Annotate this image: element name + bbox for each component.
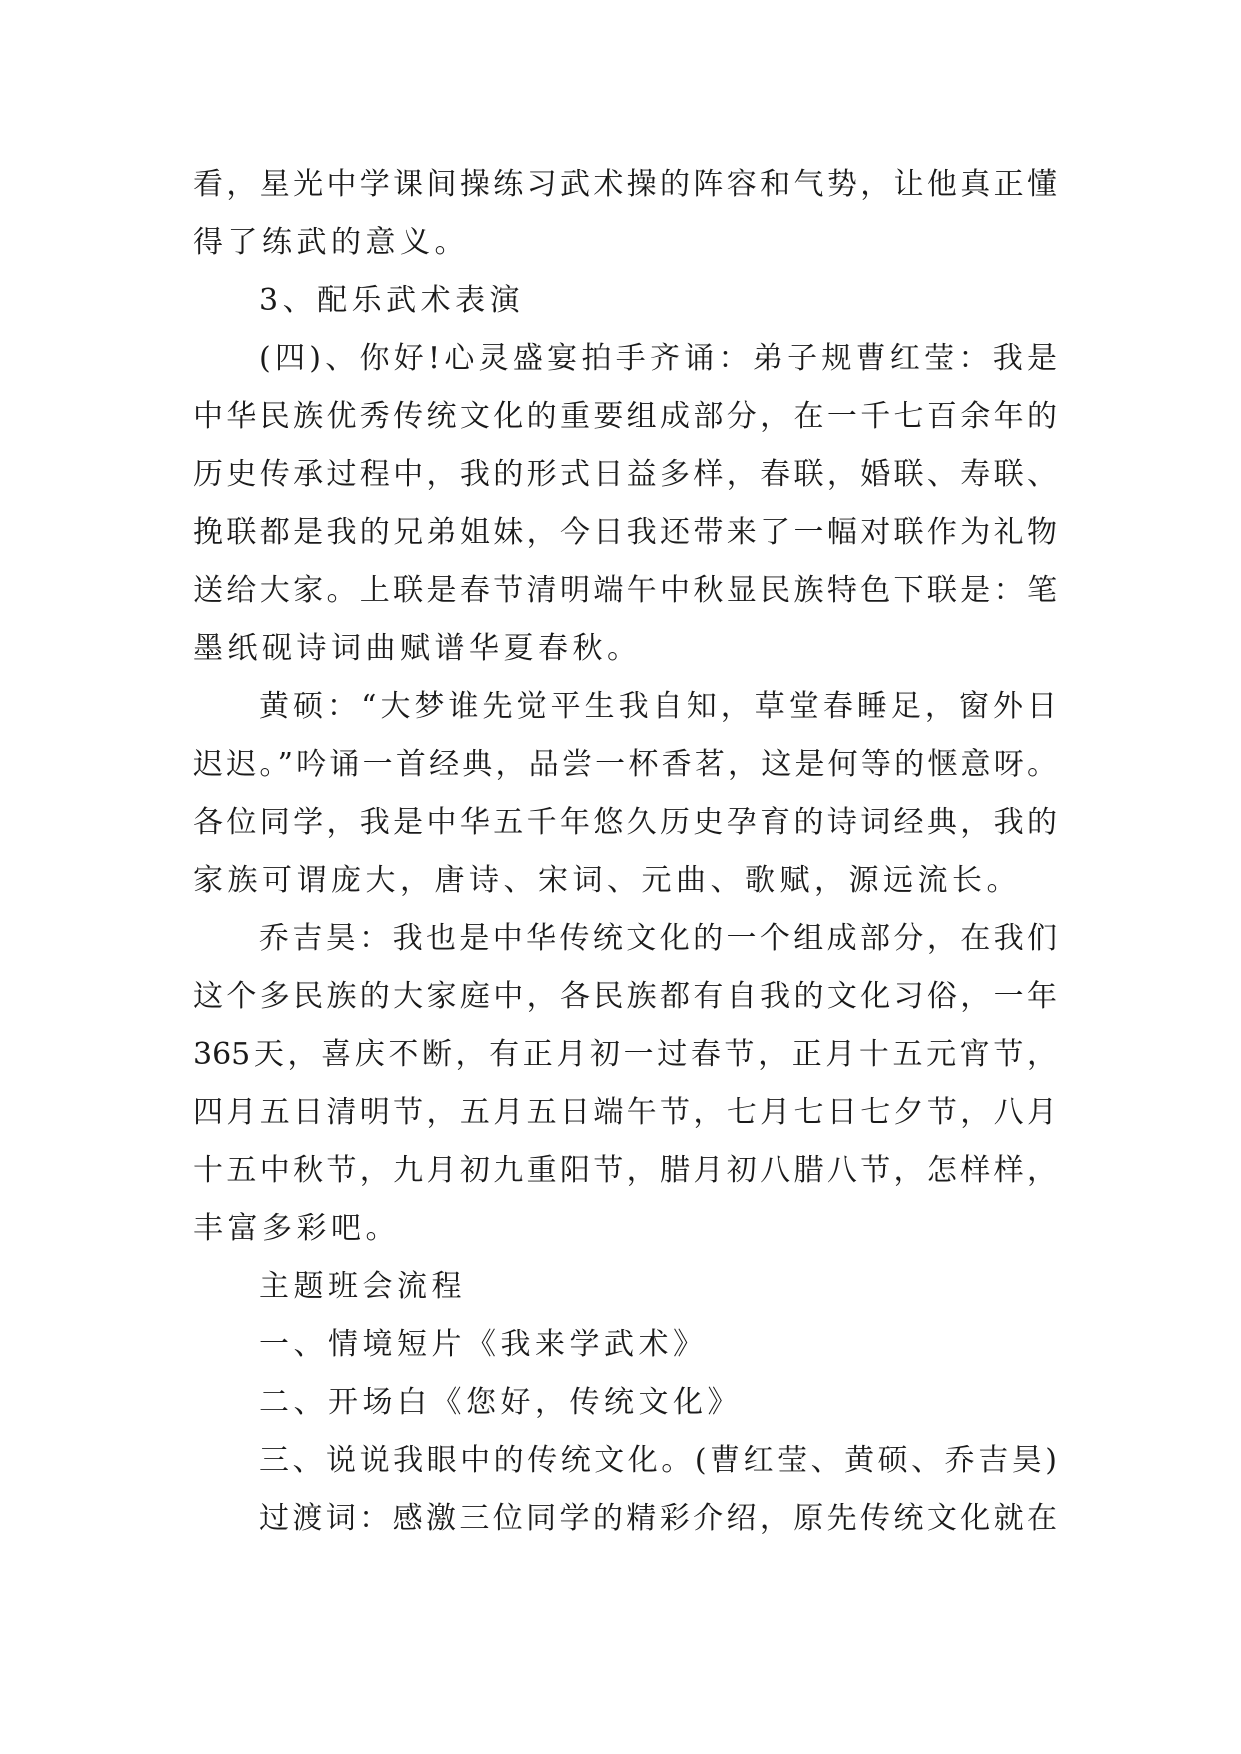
text-line: 丰富多彩吧。 — [193, 1211, 400, 1246]
text-line: 这个多民族的大家庭中，各民族都有自我的文化习俗，一年 — [193, 979, 1057, 1014]
list-item: 二、开场白《您好，传统文化》 — [259, 1385, 742, 1420]
text-line: 看，星光中学课间操练习武术操的阵容和气势，让他真正懂 — [193, 167, 1057, 202]
list-item: 一、情境短片《我来学武术》 — [259, 1327, 708, 1362]
section-heading: 3、配乐武术表演 — [259, 283, 525, 318]
paragraph — [193, 1374, 1057, 1432]
text-line: (四)、你好!心灵盛宴拍手齐诵：弟子规曹红莹：我是 — [259, 341, 1057, 376]
paragraph — [193, 910, 1057, 1258]
text-line: 墨纸砚诗词曲赋谱华夏春秋。 — [193, 631, 642, 666]
text-line: 得了练武的意义。 — [193, 225, 469, 260]
paragraph — [193, 1490, 1057, 1548]
text-line: 迟迟。”吟诵一首经典，品尝一杯香茗，这是何等的惬意呀。 — [193, 747, 1057, 782]
text-line: 历史传承过程中，我的形式日益多样，春联，婚联、寿联、 — [193, 457, 1057, 492]
text-line: 送给大家。上联是春节清明端午中秋显民族特色下联是：笔 — [193, 573, 1057, 608]
section-heading: 主题班会流程 — [259, 1269, 466, 1304]
text-line: 黄硕：“大梦谁先觉平生我自知，草堂春睡足，窗外日 — [259, 689, 1057, 724]
text-line: 各位同学，我是中华五千年悠久历史孕育的诗词经典，我的 — [193, 805, 1057, 840]
text-line: 十五中秋节，九月初九重阳节，腊月初八腊八节，怎样样， — [193, 1153, 1057, 1188]
paragraph — [193, 678, 1057, 910]
paragraph — [193, 1258, 1057, 1316]
list-item: 三、说说我眼中的传统文化。(曹红莹、黄硕、乔吉昊) — [259, 1443, 1057, 1478]
text-line: 挽联都是我的兄弟姐妹，今日我还带来了一幅对联作为礼物 — [193, 515, 1057, 550]
text-line: 中华民族优秀传统文化的重要组成部分，在一千七百余年的 — [193, 399, 1057, 434]
text-line: 四月五日清明节，五月五日端午节，七月七日七夕节，八月 — [193, 1095, 1057, 1130]
paragraph — [193, 1316, 1057, 1374]
document-body — [193, 156, 1057, 1548]
text-line: 乔吉昊：我也是中华传统文化的一个组成部分，在我们 — [259, 921, 1057, 956]
text-line: 过渡词：感激三位同学的精彩介绍，原先传统文化就在 — [259, 1501, 1057, 1536]
paragraph — [193, 272, 1057, 330]
paragraph — [193, 1432, 1057, 1490]
paragraph — [193, 330, 1057, 678]
paragraph — [193, 156, 1057, 272]
text-line: 家族可谓庞大，唐诗、宋词、元曲、歌赋，源远流长。 — [193, 863, 1021, 898]
text-line: 365天，喜庆不断，有正月初一过春节，正月十五元宵节， — [193, 1037, 1057, 1072]
